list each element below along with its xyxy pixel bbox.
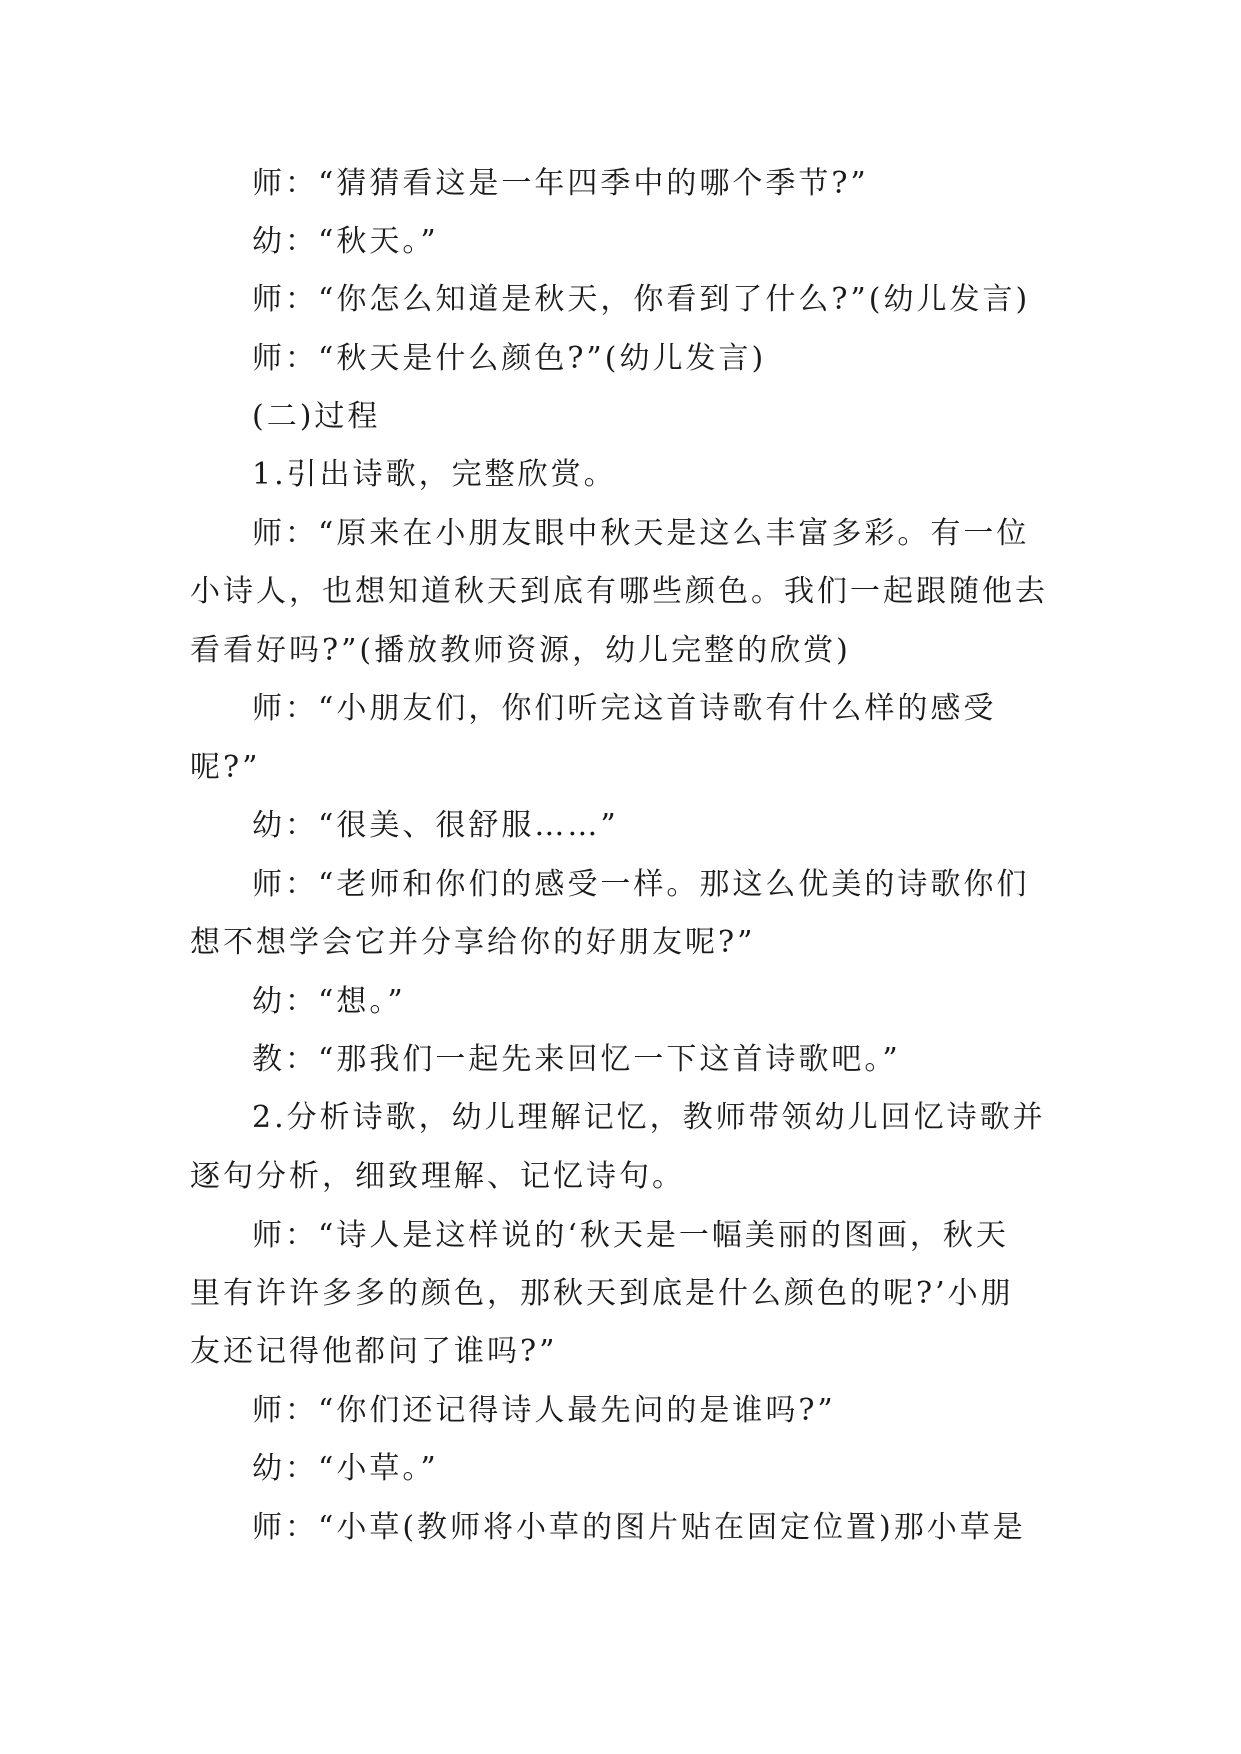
text-line: 教：“那我们一起先来回忆一下这首诗歌吧。” (252, 1042, 901, 1077)
text-line: 幼：“想。” (252, 984, 406, 1019)
text-line: 小诗人，也想知道秋天到底有哪些颜色。我们一起跟随他去 (190, 574, 1048, 609)
text-line: 师：“诗人是这样说的‘秋天是一幅美丽的图画，秋天 (252, 1218, 1009, 1253)
subsection-heading: 1.引出诗歌，完整欣赏。 (252, 457, 617, 492)
text-line: 幼：“很美、很舒服……” (252, 808, 619, 843)
text-line: 看看好吗?”(播放教师资源，幼儿完整的欣赏) (190, 633, 851, 668)
subsection-heading: 2.分析诗歌，幼儿理解记忆，教师带领幼儿回忆诗歌并 (252, 1100, 1046, 1135)
text-line: 想不想学会它并分享给你的好朋友呢?” (190, 925, 756, 960)
text-line: 师：“小草(教师将小草的图片贴在固定位置)那小草是 (252, 1510, 1026, 1545)
text-line: 师：“老师和你们的感受一样。那这么优美的诗歌你们 (252, 867, 1030, 902)
text-line: 幼：“小草。” (252, 1451, 439, 1486)
text-line: 师：“你怎么知道是秋天，你看到了什么?”(幼儿发言) (252, 282, 1031, 317)
text-line: 师：“原来在小朋友眼中秋天是这么丰富多彩。有一位 (252, 516, 1030, 551)
text-line: 逐句分析，细致理解、记忆诗句。 (190, 1159, 685, 1194)
text-line: 师：“你们还记得诗人最先问的是谁吗?” (252, 1393, 836, 1428)
text-line: 师：“猜猜看这是一年四季中的哪个季节?” (252, 166, 869, 201)
text-line: 师：“小朋友们，你们听完这首诗歌有什么样的感受 (252, 691, 997, 726)
text-line: 幼：“秋天。” (252, 224, 439, 259)
text-line: 呢?” (190, 750, 261, 785)
section-heading: (二)过程 (252, 399, 381, 434)
text-line: 师：“秋天是什么颜色?”(幼儿发言) (252, 341, 767, 376)
text-line: 里有许许多多的颜色，那秋天到底是什么颜色的呢?’小朋 (190, 1276, 1014, 1311)
text-line: 友还记得他都问了谁吗?” (190, 1334, 558, 1369)
